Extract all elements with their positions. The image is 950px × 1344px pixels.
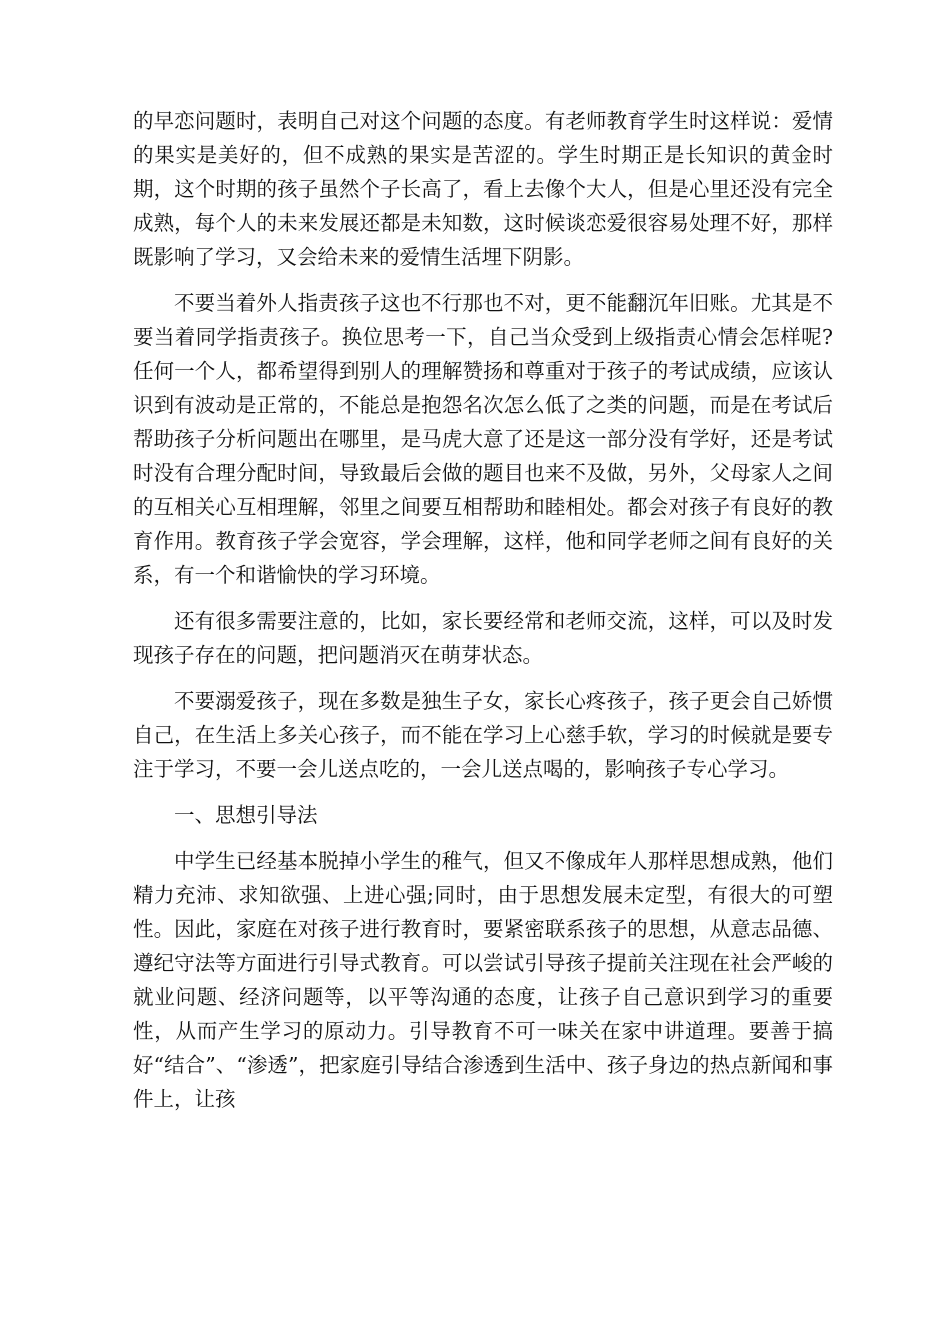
paragraph-1: 的早恋问题时，表明自己对这个问题的态度。有老师教育学生时这样说：爱情的果实是美好的，但不成熟的果实是苦涩的。学生时期正是长知识的黄金时期，这个时期的孩子虽然个子长高了，看上去像个大人，但是心里还没有完全成熟，每个人的未来发展还都是未知数，这时候谈恋爱很容易处理不好，那样既影响了学习，又会给未来的爱情生活埋下阴影。: [133, 109, 833, 269]
section-heading: 一、思想引导法: [174, 803, 318, 827]
paragraph-2: 不要当着外人指责孩子这也不行那也不对，更不能翻沉年旧账。尤其是不要当着同学指责孩子。换位思考一下，自己当众受到上级指责心情会怎样呢?任何一个人，都希望得到别人的理解赞扬和尊重对于孩子的考试成绩，应该认识到有波动是正常的，不能总是抱怨名次怎么低了之类的问题，而是在考试后帮助孩子分析问题出在哪里，是马虎大意了还是这一部分没有学好，还是考试时没有合理分配时间，导致最后会做的题目也来不及做，另外，父母家人之间的互相关心互相理解，邻里之间要互相帮助和睦相处。都会对孩子有良好的教育作用。教育孩子学会宽容，学会理解，这样，他和同学老师之间有良好的关系，有一个和谐愉快的学习环境。: [133, 291, 833, 587]
paragraph-4: 不要溺爱孩子，现在多数是独生子女，家长心疼孩子，孩子更会自己娇惯自己，在生活上多关心孩子，而不能在学习上心慈手软，学习的时候就是要专注于学习，不要一会儿送点吃的，一会儿送点喝的，影响孩子专心学习。: [133, 689, 833, 781]
paragraph-3: 还有很多需要注意的，比如，家长要经常和老师交流，这样，可以及时发现孩子存在的问题，把问题消灭在萌芽状态。: [133, 609, 833, 667]
document-body: [133, 104, 833, 1116]
paragraph-5: 中学生已经基本脱掉小学生的稚气，但又不像成年人那样思想成熟，他们精力充沛、求知欲强、上进心强;同时，由于思想发展未定型，有很大的可塑性。因此，家庭在对孩子进行教育时，要紧密联系孩子的思想，从意志品德、遵纪守法等方面进行引导式教育。可以尝试引导孩子提前关注现在社会严峻的就业问题、经济问题等，以平等沟通的态度，让孩子自己意识到学习的重要性，从而产生学习的原动力。引导教育不可一味关在家中讲道理。要善于搞好“结合”、“渗透”，把家庭引导结合渗透到生活中、孩子身边的热点新闻和事件上，让孩: [133, 849, 833, 1111]
